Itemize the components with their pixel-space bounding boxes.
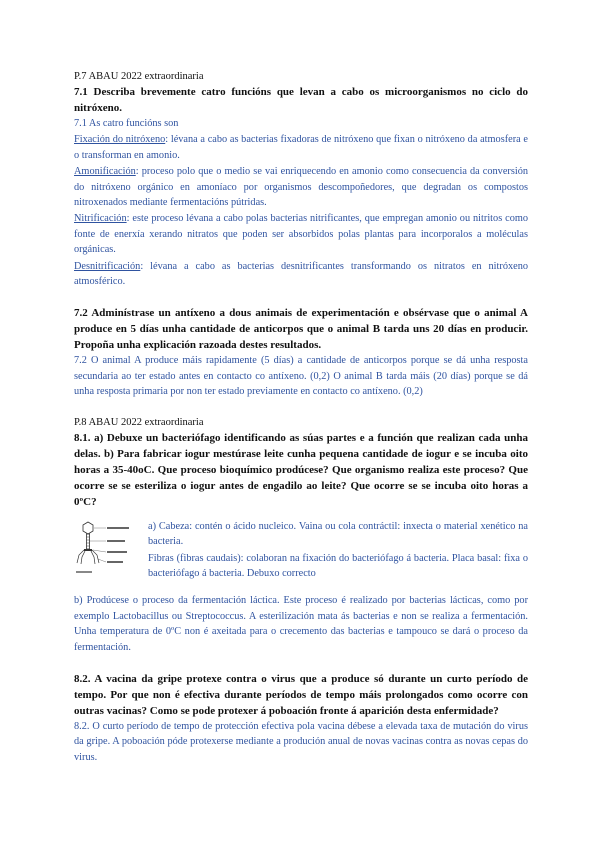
question-7-1: 7.1 Describa brevemente catro funcións que levan a cabo os microorganismos no ciclo do nitróxeno. — [74, 86, 528, 114]
answer-8-1-b: b) Prodúcese o proceso da fermentación láctica. Este proceso é realizado por bacterias lácticas, como por exemplo Lactobacillus ou Streptococcus. A esterilización mata ás bacterias e non se realiza a fermentación. Unha temperatura de 0ºC non é axeitada para o crecemento das bacterias e tampouco se dará o proceso da fermentación. — [74, 595, 528, 653]
bacteriophage-answer — [148, 519, 528, 582]
answer-ammonification — [74, 164, 528, 210]
text-denitrification: : lévana a cabo as bacterias desnitrificantes transformando os nitratos en nitróxeno atmosférico. — [74, 260, 528, 288]
answer-7-2: 7.2 O animal A produce máis rapidamente (5 días) a cantidade de anticorpos porque se dá unha resposta secundaria ao ter estado antes en contacto co antíxeno. (0,2) O animal B tarda máis (20 días) porque se dá unha resposta primaria por non ter estado previamente en contacto co antíxeno. (0,2) — [74, 355, 528, 398]
bacteriophage-figure-row — [74, 519, 528, 582]
question-8-1: 8.1. a) Debuxe un bacteriófago identificando as súas partes e a función que realizan cada unha delas. b) Para fabricar iogur mestúrase leite cunha pequena cantidade de iogur e se incuba oito horas a 35-40oC. Que proceso bioquímico prodúcese? Que organismo realiza este proceso? Que ocorre se se esteriliza o iogur antes de engadilo ao leite? Que ocorre se se incuba oito horas a 0ºC? — [74, 431, 528, 508]
bacteriophage-drawing — [74, 519, 142, 579]
question-7-2: 7.2 Adminístrase un antíxeno a dous animais de experimentación e obsérvase que o animal A produce en 5 días unha cantidade de anticorpos que o animal B tarda uns 20 días en producir. Propoña unha explicación razoada destes resultados. — [74, 307, 528, 352]
term-denitrification: Desnitrificación — [74, 260, 141, 272]
answer-8-1-a-part1: a) Cabeza: contén o ácido nucleico. Vaina ou cola contráctil: inxecta o material xenético na bacteria. — [148, 520, 528, 548]
section-label-p7: P.7 ABAU 2022 extraordinaria — [74, 71, 204, 82]
text-ammonification: : proceso polo que o medio se vai enriquecendo en amonio como consecuencia da conversión do nitróxeno orgánico en amoníaco por organismos descompoñedores, que degradan os compostos nitroxenados mediante fermentacións pútridas. — [74, 166, 528, 209]
term-ammonification: Amonificación — [74, 166, 136, 178]
answer-fixation — [74, 132, 528, 163]
term-nitrification: Nitrificación — [74, 213, 127, 225]
text-nitrification: : este proceso lévana a cabo polas bacterias nitrificantes, que empregan amonio ou nitritos como fonte de enerxía xerando nitratos que poden ser absorbidos polas plantas para incorporalos a moléculas orgánicas. — [74, 213, 528, 256]
text-fixation: : lévana a cabo as bacterias fixadoras de nitróxeno que fixan o nitróxeno da atmosfera e o transforman en amonio. — [74, 134, 528, 161]
question-8-2: 8.2. A vacina da gripe protexe contra o virus que a produce só durante un curto período de tempo. Por que non é efectiva durante períodos de tempo máis prolongados como ocorre con outras vacinas? Como se pode protexer á poboación fronte á aparición desta enfermidade? — [74, 672, 528, 717]
document-content — [74, 70, 528, 765]
term-fixation: Fixación do nitróxeno — [74, 134, 166, 146]
section-label-p8: P.8 ABAU 2022 extraordinaria — [74, 416, 204, 428]
answer-8-2: 8.2. O curto período de tempo de protección efectiva pola vacina débese a elevada taxa de mutación do virus da gripe. A poboación póde protexerse mediante a produción anual de novas vacinas contra as novas cepas do virus. — [74, 720, 528, 763]
answer-nitrification — [74, 211, 528, 257]
answer-8-1-a-part2: Fibras (fibras caudais): colaboran na fixación do bacteriófago á bacteria. Placa basal: fixa o bacteriófago á bacteria. Debuxo correcto — [148, 552, 528, 579]
answer-7-1-intro: 7.1 As catro funcións son — [74, 118, 179, 129]
answer-denitrification — [74, 259, 528, 290]
